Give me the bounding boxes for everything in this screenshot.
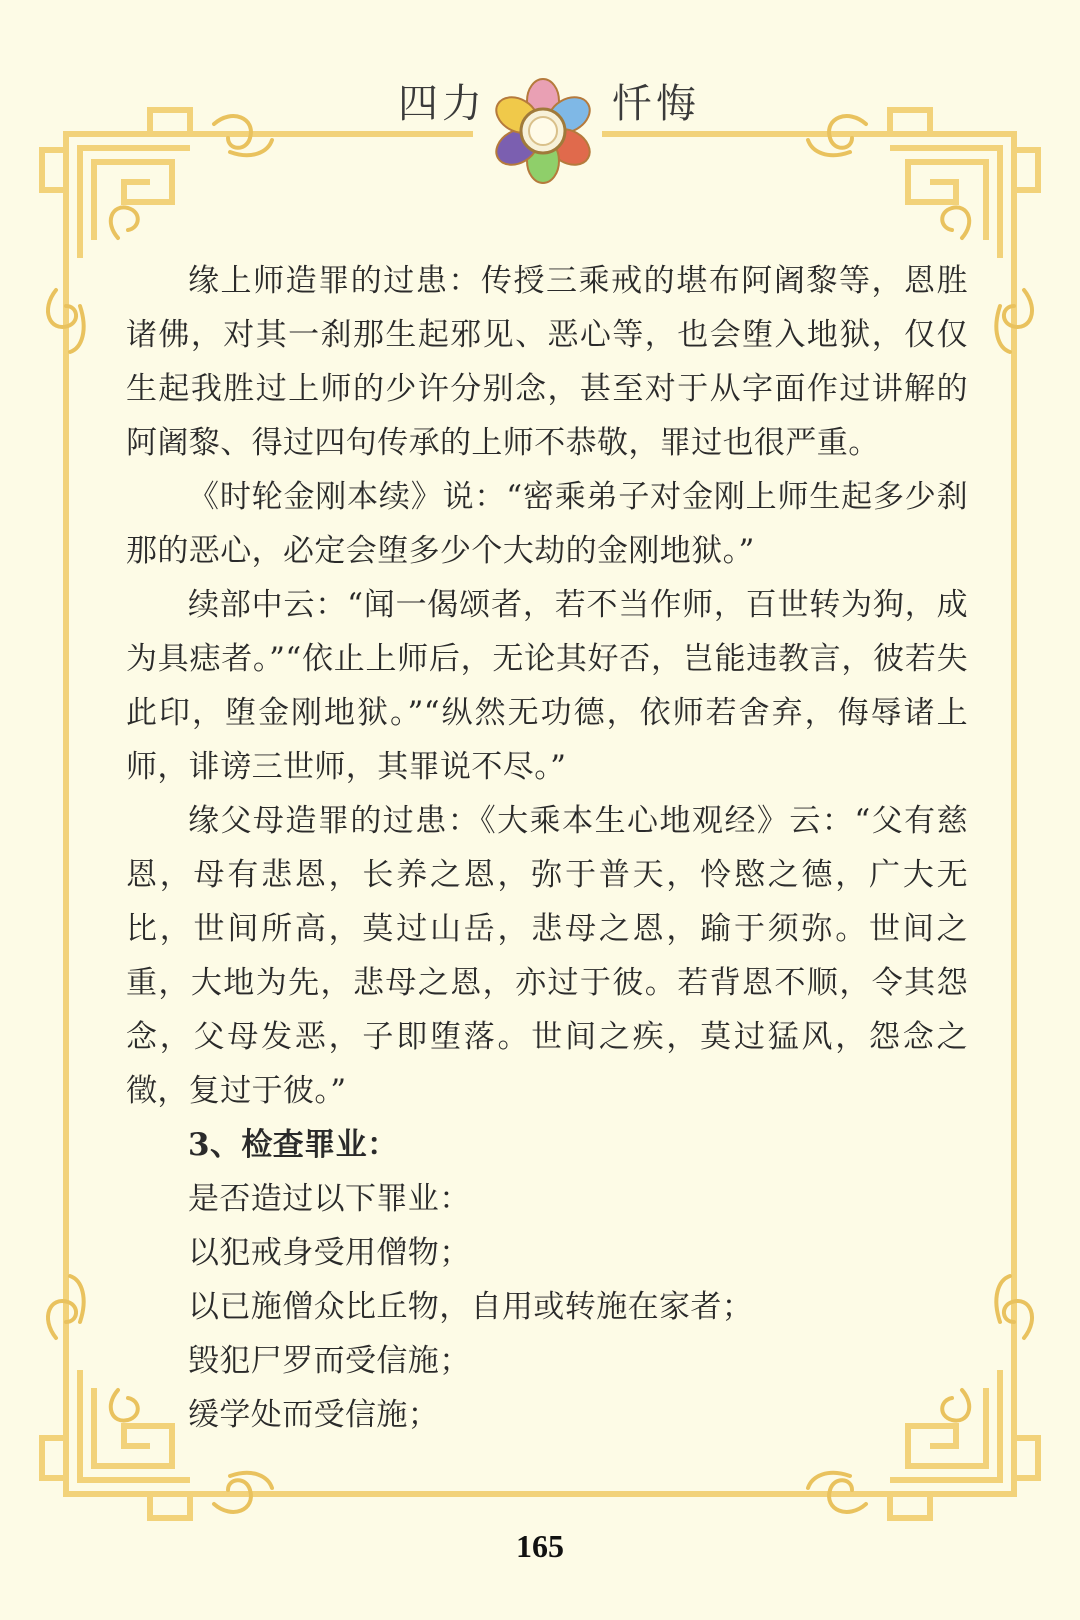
header-title-right: 忏悔 [612, 81, 700, 127]
page-number: 165 [516, 1528, 564, 1564]
list-item: 缓学处而受信施； [188, 1397, 440, 1433]
header-title-left: 四力 [398, 81, 486, 127]
paragraph-tantra-quote: 续部中云：“闻一偈颂者，若不当作师，百世转为狗，成为具痣者。”“依止上师后，无论其好否，岂能违教言，彼若失此印，堕金刚地狱。”“纵然无功德，依师若舍弃，侮辱诸上师，诽谤三世师，其罪说不尽。” [126, 587, 968, 785]
list-item: 以已施僧众比丘物，自用或转施在家者； [188, 1289, 754, 1325]
body-text [126, 254, 968, 1442]
list-item: 以犯戒身受用僧物； [188, 1235, 471, 1271]
paragraph-parents-fault: 缘父母造罪的过患：《大乘本生心地观经》云：“父有慈恩，母有悲恩，长养之恩，弥于普天，怜愍之德，广大无比，世间所高，莫过山岳，悲母之恩，踰于须弥。世间之重，大地为先，悲母之恩，亦过于彼。若背恩不顺，令其怨念，父母发恶，子即堕落。世间之疾，莫过猛风，怨念之徵，复过于彼。” [126, 803, 968, 1109]
paragraph-kalachakra-quote: 《时轮金刚本续》说：“密乘弟子对金刚上师生起多少刹那的恶心，必定会堕多少个大劫的金刚地狱。” [126, 479, 968, 569]
paragraph-teacher-fault: 缘上师造罪的过患：传授三乘戒的堪布阿阇黎等，恩胜诸佛，对其一刹那生起邪见、恶心等，也会堕入地狱，仅仅生起我胜过上师的少许分别念，甚至对于从字面作过讲解的阿阇黎、得过四句传承的上师不恭敬，罪过也很严重。 [126, 263, 968, 461]
lotus-emblem-icon [488, 78, 598, 184]
section-heading: 3、检查罪业： [188, 1127, 399, 1163]
list-intro: 是否造过以下罪业： [188, 1181, 471, 1217]
list-item: 毁犯尸罗而受信施； [188, 1343, 471, 1379]
